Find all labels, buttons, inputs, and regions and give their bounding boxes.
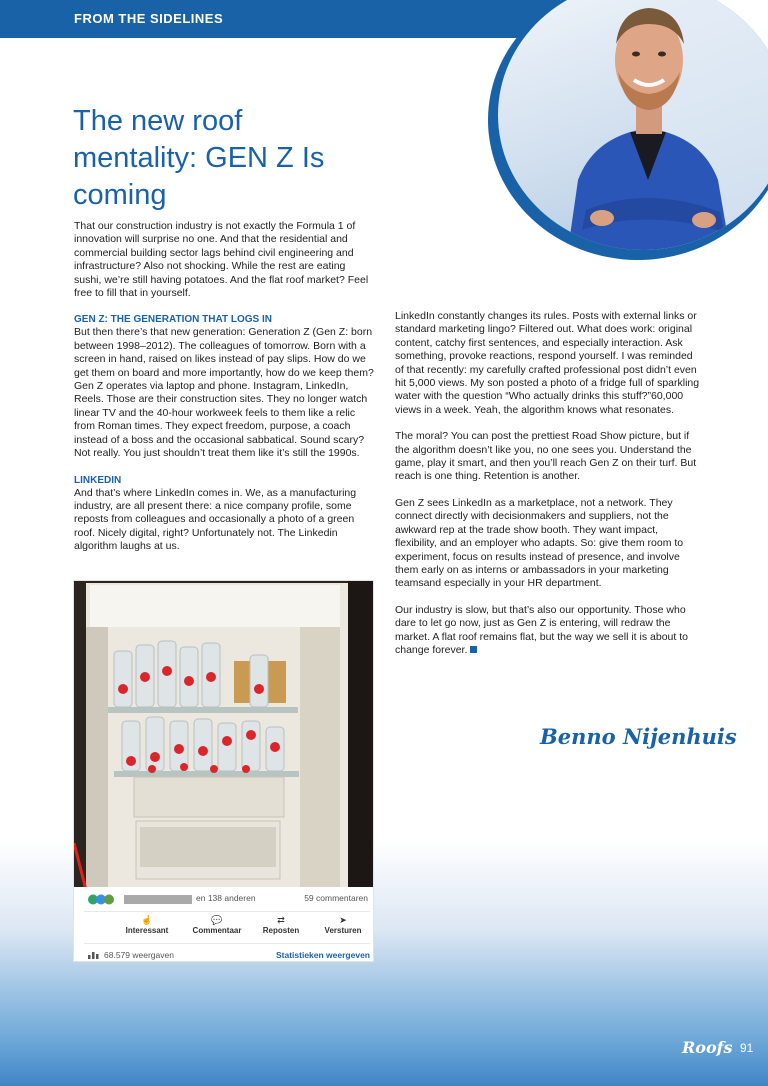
reactions-count[interactable]: en 138 anderen — [196, 893, 256, 903]
linkedin-engagement-bar — [74, 887, 374, 962]
section-heading-linkedin: LINKEDIN — [74, 474, 122, 486]
linkedin-action-row — [84, 911, 370, 937]
marketplace-paragraph: Gen Z sees LinkedIn as a marketplace, not a network. They connect directly with decisionmakers and suppliers, not the awkward rep at the trade show booth. They want impact, flexibility, and an employer who adapts. So: give them room to experiment, focus on results instead of presence, and involve them early on as interns or ambassadors in your marketing teamsand especially in your HR department. — [395, 496, 684, 590]
right-column — [395, 310, 700, 670]
author-portrait-frame — [488, 0, 768, 260]
section-label: FROM THE SIDELINES — [74, 11, 224, 26]
linkedin-post-screenshot — [73, 580, 374, 962]
author-portrait-illustration — [498, 0, 768, 250]
view-statistics-link[interactable]: Statistieken weergeven — [275, 950, 370, 960]
repost-label: Reposten — [262, 926, 300, 935]
author-signature: Benno Nijenhuis — [540, 724, 737, 749]
section-header-bar — [0, 0, 560, 38]
like-label: Interessant — [125, 926, 169, 935]
bar-chart-icon — [88, 951, 99, 959]
closing-paragraph — [395, 604, 700, 658]
closing-text: Our industry is slow, but that’s also our opportunity. Those who dare to let go now, just as Gen Z is entering, will redraw the market. A flat roof remains flat, but the way we sell it is about to change forever. — [395, 603, 688, 656]
repost-icon: ⇄ — [277, 915, 285, 925]
reaction-icons — [88, 894, 118, 905]
like-button[interactable] — [114, 915, 180, 935]
moral-paragraph: The moral? You can post the prettiest Road Show picture, but if the algorithm doesn’t like you, no one sees you. Understand the game, play it smart, and then you’ll reach Gen Z on their turf. But reach is one thing. Retention is another. — [395, 430, 697, 483]
reactions-row — [88, 893, 368, 907]
comment-button[interactable] — [184, 915, 250, 935]
send-label: Versturen — [324, 926, 362, 935]
comment-icon: 💬 — [211, 915, 223, 925]
linkedin-paragraph: And that’s where LinkedIn comes in. We, as a manufacturing industry, are all present there: a nice company profile, some reposts from colleagues and occasionally a photo of a green roof. Nicely digital, right? Unfortunately not. The Linkedin algorithm laughs at us. — [74, 486, 357, 553]
left-column — [74, 220, 374, 567]
algorithm-paragraph: LinkedIn constantly changes its rules. Posts with external links or standard marketing lingo? Filtered out. What does work: original content, catchy first sentences, and especially interaction. Ask something, provoke reactions, respond yourself. I was reminded of that recently: my carefully crafted professional post didn’t even hit 5,000 views. My son posted a photo of a fridge full of sparkling water with the question “Who actually drinks this stuff?”60,000 views in a week. Yeah, the algorithm knows what resonates. — [395, 310, 700, 416]
article-title: The new roof mentality: GEN Z Is coming — [73, 105, 325, 211]
send-button[interactable] — [310, 915, 374, 935]
end-mark-icon — [470, 646, 477, 653]
linkedin-stats-row — [84, 943, 370, 960]
comment-label: Commentaar — [192, 926, 242, 935]
fridge-photo — [74, 581, 374, 887]
section-heading-gen-z: GEN Z: THE GENERATION THAT LOGS IN — [74, 314, 272, 326]
like-icon: ☝ — [141, 915, 153, 925]
send-icon: ➤ — [339, 915, 347, 925]
gen-z-paragraph: But then there’s that new generation: Generation Z (Gen Z: born between 1998–2012). The colleagues of tomorrow. Born with a screen in hand, raised on likes instead of pay slips. How do we get them on board and more importantly, how do we keep them? Gen Z operates via laptop and phone. Instagram, LinkedIn, Reels. Those are their construction sites. They no longer watch linear TV and the 40-hour workweek feels to them like a relic from Roman times. They expect freedom, purpose, a coach instead of a boss and the occasional sabbatical. Sound scary? Not really. You just shouldn’t treat them like it’s still the 1990s. — [74, 326, 374, 460]
blurred-name — [124, 895, 192, 904]
intro-paragraph: That our construction industry is not exactly the Formula 1 of innovation will surprise no one. And that the residential and commercial building sector lags behind civil engineering and infrastructure? Also not shocking. While the rest are eating sushi, we’re still having potatoes. And the flat roof market? Feel free to fill that in yourself. — [74, 220, 369, 300]
author-portrait — [498, 0, 768, 250]
page-number: 91 — [740, 1041, 754, 1055]
comments-count[interactable]: 59 commentaren — [304, 893, 368, 903]
magazine-logo: Roofs — [682, 1038, 733, 1057]
views-count: 68.579 weergaven — [104, 950, 174, 960]
repost-button[interactable] — [248, 915, 314, 935]
